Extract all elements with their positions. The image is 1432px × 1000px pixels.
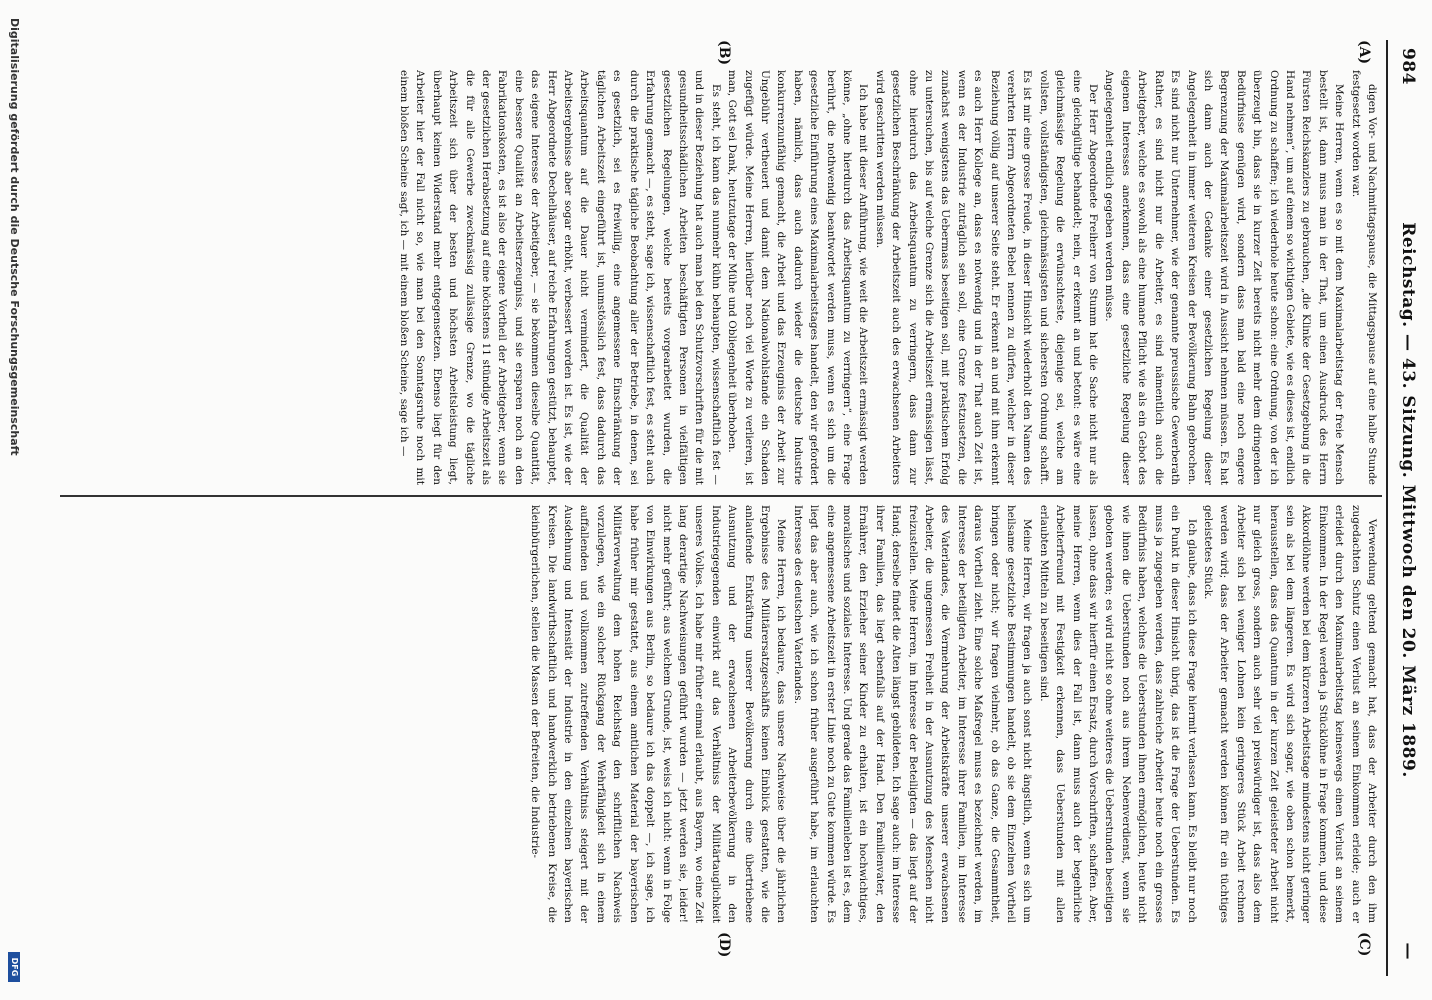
paragraph: Ich habe mit dieser Anführung, wie weit die Arbeitszeit ermässigt werden könne, „ohne hierdurch das Arbeitsquantum zu verringern“, eine Frage berührt, die nothwendig beantwortet werden muss, wenn es sich um die gesetzliche Einführung eines Maximalarbeitstages handelt, den wir gefordert haben, nämlich, dass auch dadurch wieder die deutsche Industrie konkurrenzunfähig gemacht, die Arbeit und das Erzeugniss der Arbeit zur Ungebühr vertheuert und damit dem Nationalwohlstande ein Schaden zugefügt würde. Meine Herren, hierüber noch viel Worte zu verlieren, ist man, Gott sei Dank, heutzutage der Mühe und Obliegenheit überhoben. bbox=[726, 70, 870, 485]
page-number: 984 bbox=[1398, 48, 1418, 85]
paragraph: Der Herr Abgeordnete Freiherr von Stumm hat die Sache nicht nur als eine gleichgültige behandelt; nein, er erkennt an und betont: es wäre eine gleichmässige Regelung die erwünschteste, diejenige sei, welche am vollsten, vollständigsten, gleichmässigsten und sichersten Ordnung schafft. Es ist mir eine grosse Freude, in dieser Hinsicht wiederholt den Namen des verehrten Herrn Abgeordneten Bebel nennen zu dürfen, welcher in dieser Beziehung völlig auf unserer Seite steht. Er erkennt an und mit ihm erkennt es auch Herr Kollege an, dass es notwendig und in der That auch Zeit ist, wenn es der Industrie zuträglich sein soll, eine Grenze festzusetzen, die zunächst wenigstens das Uebermass beseitigen soll, mit praktischem Erfolg zu untersuchen, bis auf welche Grenze sich die Arbeitszeit ermässigen lässt, ohne hierdurch das Arbeitsquantum zu verringern, dass dann zur gesetzlichen Beschränkung der Arbeitszeit auch des erwachsenen Arbeiters wird geschritten werden müssen. bbox=[873, 70, 1100, 485]
digitization-note: Digitalisierung gefördert durch die Deutsche Forschungsgemeinschaft bbox=[8, 18, 21, 456]
paragraph: Meine Herren, wir fragen ja auch sonst nicht ängstlich, wenn es sich um heilsame gesetzliche Bestimmungen handelt, ob sie dem Einzelnen Vortheil bringen oder nicht; wir fragen vielmehr, ob das Ganze, die Gesammtheit, daraus Vortheil zieht. Eine solche Maßregel muss es bezeichnet werden, im Interesse der beteiligten Arbeiter, im Interesse ihrer Familien, im Interesse des Vaterlandes, die Vermehrung der Arbeitskräfte unserer erwachsenen Arbeiter, die ungemessen Freiheit in der Ausnutzung des Menschen nicht freizustellen. Meine Herren, im Interesse der Beteiligten — das liegt auf der Hand; derselbe findet die Alten längst gebildeten. Ich sage auch: im Interesse ihrer Familien, das liegt ebenfalls auf der Hand. Den Familienvater, den Ernährer, den Erzieher seiner Kinder zu erhalten, ist ein hochwichtiges, moralisches und soziales Interesse. Und gerade das Familienleben ist es, dem eine angemessene Arbeitszeit in erster Linie noch zu Gute kommen würde. Es liegt das aber auch, wie ich schon früher ausgeführt habe, im erlauchten Interesse des deutschen Vaterlandes. bbox=[791, 505, 1034, 923]
right-column bbox=[56, 505, 1380, 923]
paragraph: Meine Herren, wenn es so mit dem Maximalarbeitstag der freie Mensch bestellt ist, dann muss man in der That, um einen Ausdruck des Herrn Fürsten Reichskanzlers zu gebrauchen, „die Klinke der Gesetzgebung in die Hand nehmen“, um auf einem so wichtigen Gebiete, wie es dieses ist, endlich Ordnung zu schaffen; ich wiederhole heute schon: eine Ordnung, von der ich überzeugt bin, dass sie in kurzer Zeit bereits nicht mehr dem dringenden Bedürfnisse genügen wird, sondern dass man bald eine noch engere Begrenzung der Maximalarbeitszeit wird in Aussicht nehmen müssen. Es hat sich dann auch der Gedanke einer gesetzlichen Regelung dieser Angelegenheit in immer weiteren Kreisen der Bevölkerung Bahn gebrochen. Es sind nicht nur Unternehmer, wie der genannte preussische Gewerberath Rather, es sind nicht nur die Arbeiter, es sind nämentlich auch die Arbeitgeber, welche es sowohl als eine humane Pflicht wie als ein Gebot des eigenen Interesses anerkennen, dass eine gesetzliche Regelung dieser Angelegenheit endlich gegeben werden müsse. bbox=[1103, 70, 1346, 485]
margin-marker-c: (C) bbox=[1356, 932, 1372, 957]
margin-marker-b: (B) bbox=[716, 40, 732, 66]
dfg-logo: DFG bbox=[8, 952, 20, 982]
running-title: Reichstag. — 43. Sitzung. Mittwoch den 20. März 1889. bbox=[1398, 222, 1418, 778]
header-rule bbox=[1386, 40, 1388, 976]
paragraph: Es steht, ich kann das nunmehr kühn behaupten, wissenschaftlich fest — und in dieser Beziehung hat auch man bei den Schutzvorschriften für die mit gesundheitsschädlichen Arbeiten beschäftigten Personen in vielfältigen gesetzlichen Regelungen, welche bereits vorgearbeitet wurden, die Erfahrung gemacht —, es steht, sage ich, wissenschaftlich fest, es steht auch durch die praktische tägliche Beobachtung aller der Betriebe, in denen, sei es gesetzlich, sei es freiwillig, eine angemessene Einschränkung der täglichen Arbeitszeit eingeführt ist, unumstösslich fest, dass dadurch das Arbeitsquantum auf die Dauer nicht vermindert, die Qualität der Arbeitsergebnisse aber sogar erhöht, verbessert worden ist. Es ist, wie der Herr Abgeordnete Dechelhäuser, auf reiche Erfahrungen gestützt, behauptet, das eigene Interesse der Arbeitgeber, — sie bekommen dieselbe Quantität, eine bessere Qualität an Arbeitserzeugniss, und sie ersparen noch an den Fabrikationskosten, es ist also der eigene Vortheil der Arbeitgeber, wenn sie der gesetzlichen Herabsetzung auf eine höchstens 11 stündige Arbeitszeit als die für alle Gewerbe zweckmässig zulässige Grenze, wo die tägliche Arbeitszeit sich über der besten und höchsten Arbeitsleistung liegt, überhaupt keinen Widerstand mehr entgegensetzen. Ebenso liegt für den Arbeiter hier der Fall nicht so, wie man bei den Sonntagsruhe noch mit einem bloßen Scheine sagt, ich — mit einem bloßen Scheine, sage ich — bbox=[398, 70, 722, 485]
page-header bbox=[1390, 0, 1424, 1000]
page-footer bbox=[6, 0, 28, 1000]
paragraph: Ich glaube, dass ich diese Frage hiermit verlassen kann. Es bleibt nur noch ein Punkt in dieser Hinsicht übrig, das ist die Frage der Ueberstunden. Es muss ja zugegeben werden, dass zahlreiche Arbeiter heute noch ein grosses Bedürfniss haben, welches die Ueberstunden ihnen ermöglichen, heute nicht wie ihnen die Ueberstunden noch aus ihrem Nebenverdienst, wenn sie geboten werden; es wird nicht so ohne weiteres die Ueberstunden beseitigen lassen, ohne dass wir hierfür einen Ersatz, durch Vorschriften, schaffen. Aber, meine Herren, wenn dies der Fall ist, dann muss auch der begehrliche Arbeiterfreund mit Festigkeit erkennen, dass Ueberstunden mit allen erlaubten Mitteln zu beseitigen sind. bbox=[1037, 505, 1198, 923]
column-divider bbox=[60, 495, 1382, 497]
paragraph: digen Vor- und Nachmittagspause, die Mittagspause auf eine halbe Stunde festgesetzt worden war. bbox=[1349, 70, 1378, 485]
margin-marker-d: (D) bbox=[716, 932, 732, 958]
paragraph: Verwendung geltend gemacht hat, dass der Arbeiter durch den ihm zugedachten Schutz einen Verlust an seinem Einkommen erleide; auch er erleidet durch den Maximalarbeitstag keineswegs einen Verlust an seinem Einkommen. In der Regel werden ja Stücklöhne in Frage kommen, und diese Akkordlöhne werden bei dem kürzeren Arbeitstage mindestens nicht geringer sein als bei dem längeren. Es wird sich sogar, wie oben schon bemerkt, herausstellen, dass das Quantum in der kurzen Zeit geleisteter Arbeit nicht nur gleich gross, sondern auch sehr viel preiswürdiger ist, dass also dem Arbeiter sich bei weniger Lohnen kein geringeres Stück Arbeit rechnen werden wird; dass der Arbeiter gemacht werden können für ein tüchtiges geleistetes Stück. bbox=[1201, 505, 1378, 923]
paragraph: Meine Herren, ich bedaure, dass unsere Nachweise über die jährlichen Ergebnisse des Militärersatzgeschäfts keinen Einblick gestatten, wie die anlaufende Entkräftung unserer Bevölkerung durch eine übertriebene Ausnutzung und der erwachsenen Arbeiterbevölkerung in den Industriegegenden einwirkt auf das Verhältniss der Militärtauglichkeit unseres Volkes. Ich habe mir früher einmal erlaubt, aus Bayern, wo eine Zeit lang derartige Nachweisungen geführt wurden — jetzt werden sie, leider! nicht mehr geführt; aus welchem Grunde, ist, weiss ich nicht: wenn in Folge von Einwirkungen aus Berlin, so bedaure ich das doppelt —, ich sage, ich habe früher mir gestattet, aus einem amtlichen Material der bayerischen Militärverwaltung dem hohen Reichstag den schriftlichen Nachweis vorzulegen, wie ein solcher Rückgang der Wehrfähigkeit sich in einem auffallenden und vollkommen zutreffenden Verhältniss steigert mit der Ausdehnung und Intensität der Industrie in den einzelnen bayerischen Kreisen. Die landwirthschaftlich und handwerklich betriebenen Kreise, die kleinbürgerlichen, stellen die Massen der Befreiten, die Industrie- bbox=[529, 505, 788, 923]
left-column bbox=[56, 70, 1380, 485]
header-mark: — bbox=[1398, 942, 1418, 960]
margin-marker-a: (A) bbox=[1356, 40, 1372, 65]
